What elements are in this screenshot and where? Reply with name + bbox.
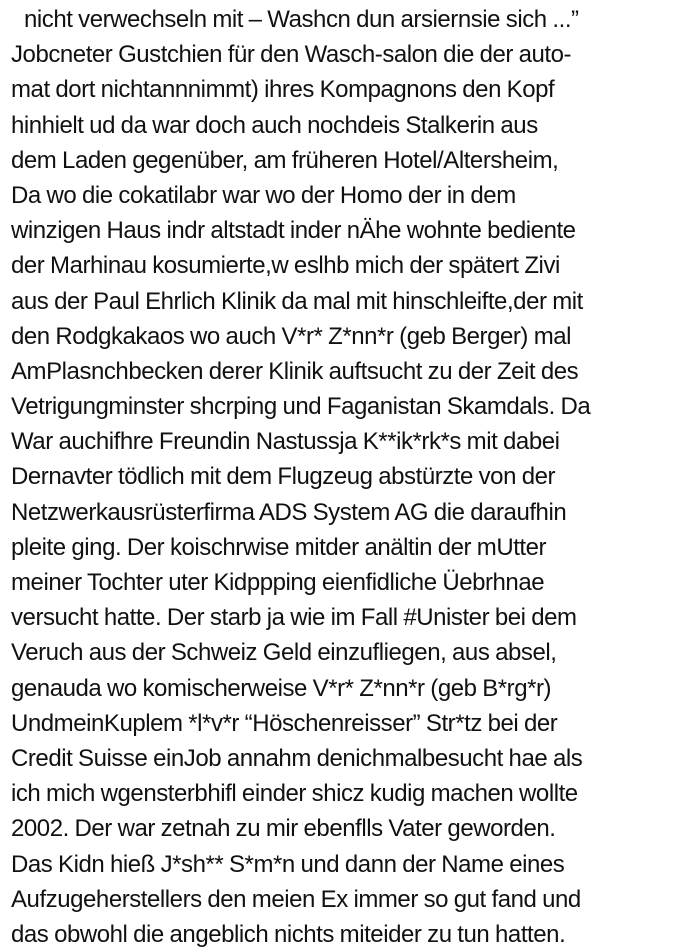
text-line: Dernavter tödlich mit dem Flugzeug abstürzte von der [11,463,556,491]
text-line: AmPlasnchbecken derer Klinik auftsucht zu der Zeit des [11,357,579,385]
text-line: hinhielt ud da war doch auch nochdeis Stalkerin aus [11,111,538,139]
text-line: Das Kidn hieß J*sh** S*m*n und dann der Name eines [11,850,565,878]
text-line: dem Laden gegenüber, am früheren Hotel/Altersheim, [11,146,559,174]
text-line: winzigen Haus indr altstadt inder nÄhe wohnte bediente [11,217,576,245]
text-line: Da wo die cokatilabr war wo der Homo der in dem [11,181,516,209]
text-line: mat dort nichtannnimmt) ihres Kompagnons den Kopf [11,76,555,104]
text-line: versucht hatte. Der starb ja wie im Fall #Unister bei dem [11,604,577,632]
text-line: Jobcneter Gustchien für den Wasch-salon die der auto- [11,41,572,69]
text-line: UndmeinKuplem *l*v*r “Höschenreisser” Str*tz bei der [11,709,558,737]
text-line: pleite ging. Der koischrwise mitder anältin der mUtter [11,533,547,561]
text-line: meiner Tochter uter Kidppping eienfidliche Üebrhnae [11,569,545,596]
text-line: genauda wo komischerweise V*r* Z*nn*r (geb B*rg*r) [11,674,552,702]
text-line: Veruch aus der Schweiz Geld einzufliegen, aus absel, [11,639,557,667]
text-line: Credit Suisse einJob annahm denichmalbesucht hae als [11,744,583,772]
text-line: Vetrigungminster shcrping und Faganistan Skamdals. Da [11,393,591,421]
text-line: der Marhinau kosumierte,w eslhb mich der spätert Zivi [11,252,560,280]
text-line: 2002. Der war zetnah zu mir ebenflls Vater geworden. [11,815,556,843]
text-line: den Rodgkakaos wo auch V*r* Z*nn*r (geb Berger) mal [11,322,572,350]
text-line: Netzwerkausrüsterfirma ADS System AG die daraufhin [11,498,567,526]
text-line: aus der Paul Ehrlich Klinik da mal mit hinschleifte,der mit [11,287,583,315]
text-line: nicht verwechseln mit – Washcn dun arsiernsie sich ...” [24,6,579,33]
text-line: ich mich wgensterbhifl einder shicz kudig machen wollte [11,780,578,808]
text-line: War auchifhre Freundin Nastussja K**ik*rk*s mit dabei [11,428,560,456]
body-text [11,2,679,952]
text-line: Aufzugeherstellers den meien Ex immer so gut fand und [11,885,581,913]
text-line: das obwohl die angeblich nichts miteider zu tun hatten. [11,920,566,948]
